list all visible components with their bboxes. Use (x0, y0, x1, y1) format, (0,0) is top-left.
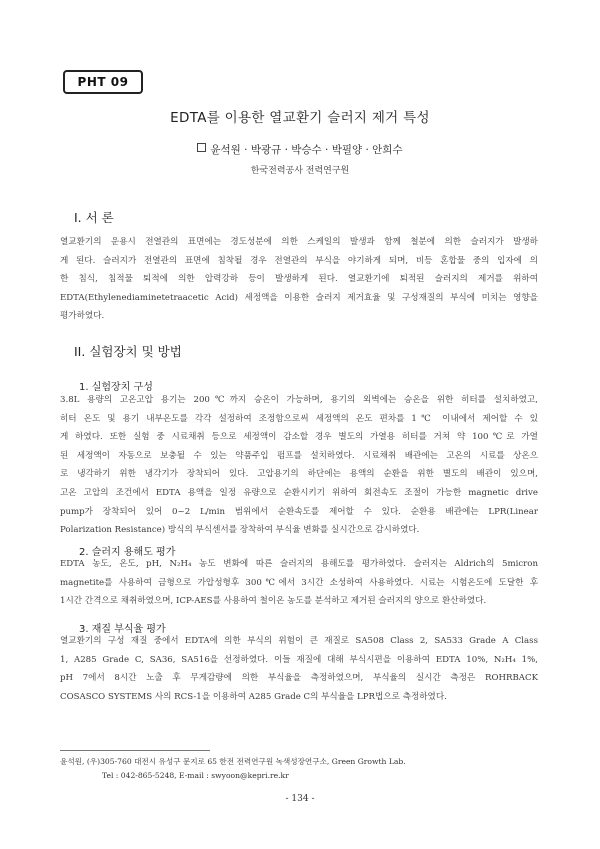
text-line: 로 냉각하기 위한 냉각기가 장착되어 있다. 고압용기의 하단에는 용액의 순환을 위한 별도의 배관이 있으며, (60, 469, 538, 480)
footnote-contact: Tel : 042-865-5248, E-mail : swyoon@kepri.re.kr (102, 771, 289, 780)
session-code: PHT 09 (77, 75, 129, 89)
text-line: 고온 고압의 조건에서 EDTA 용액을 일정 유량으로 순환시키기 위하여 회전속도 조절이 가능한 magnetic drive (60, 487, 538, 498)
apparatus-paragraph (60, 391, 538, 540)
solubility-paragraph (60, 555, 538, 611)
text-line: 열교환기의 구성 재질 중에서 EDTA에 의한 부식의 위험이 큰 재질로 SA508 Class 2, SA533 Grade A Class (60, 636, 538, 646)
text-line: 게 된다. 슬러지가 전열관의 표면에 침착될 경우 전열관의 부식을 야기하게 되며, 비등 혼합물 중의 입자에 의 (60, 255, 538, 266)
affiliation: 한국전력공사 전력연구원 (250, 166, 350, 176)
text-line: 히터 온도 및 용기 내부온도를 각각 설정하여 조정함으로써 세정액의 온도 편차를 1℃ 이내에서 제어할 수 있 (60, 413, 538, 424)
text-line: 1시간 간격으로 채취하였으며, ICP-AES를 사용하여 철이온 농도를 분석하고 제거된 슬러지의 양으로 환산하였다. (60, 596, 487, 607)
text-line: 게 하였다. 또한 실험 중 시료채취 등으로 세정액이 감소할 경우 별도의 가열용 히터를 거쳐 약 100℃로 가열 (60, 432, 538, 443)
author-line (0, 142, 600, 157)
text-line: 1, A285 Grade C, SA36, SA516을 선정하였다. 이들 재질에 대해 부식시편을 이용하여 EDTA 10%, N₂H₄ 1%, (60, 654, 538, 665)
text-line: 열교환기의 운용시 전열관의 표면에는 경도성분에 의한 스케일의 발생과 함께 철분에 의한 슬러지가 발생하 (60, 237, 538, 247)
text-line: COSASCO SYSTEMS 사의 RCS-1을 이용하여 A285 Grade C의 부식율을 LPR법으로 측정하였다. (60, 691, 447, 702)
text-line: 평가하였다. (60, 311, 105, 322)
corrosion-paragraph (60, 632, 538, 706)
paper-title: EDTA를 이용한 열교환기 슬러지 제거 특성 (170, 110, 430, 126)
session-code-box (63, 70, 143, 94)
intro-paragraph (60, 233, 538, 326)
text-line: pH 7에서 8시간 노출 후 무게감량에 의한 부식율을 측정하였으며, 부식율의 실시간 측정은 ROHRBACK (60, 673, 538, 684)
subsection-heading-solubility: 2. 슬러지 용해도 평가 (79, 547, 176, 558)
text-line: EDTA(Ethylenediaminetetraacetic Acid) 세정액을 이용한 슬러지 제거효율 및 구성재질의 부식에 미치는 영향을 (60, 292, 538, 303)
subsection-heading-corrosion: 3. 재질 부식율 평가 (79, 624, 166, 635)
footnote-divider (60, 750, 210, 751)
text-line: pump가 장착되어 있어 0~2 L/min 범위에서 순환속도를 제어할 수 있다. 순환용 배관에는 LPR(Linear (60, 506, 538, 517)
section-heading-methods: II. 실험장치 및 방법 (74, 344, 182, 359)
page-number: - 134 - (285, 794, 315, 804)
text-line: EDTA 농도, 온도, pH, N₂H₄ 농도 변화에 따른 슬러지의 용해도를 평가하였다. 슬러지는 Aldrich의 5micron (60, 559, 538, 569)
subsection-heading-apparatus: 1. 실험장치 구성 (79, 382, 153, 393)
author-names: 윤석원 · 박광규 · 박승수 · 박필양 · 안희수 (210, 144, 403, 156)
text-line: magnetite를 사용하여 금형으로 가압성형후 300℃에서 3시간 소성하여 사용하였다. 시료는 시험온도에 도달한 후 (60, 577, 538, 588)
text-line: 한 침식, 침적물 퇴적에 의한 압력강하 등이 발생하게 된다. 열교환기에 퇴적된 슬러지의 제거를 위하여 (60, 274, 538, 285)
text-line: Polarization Resistance) 방식의 부식센서를 장착하여 부식율 변화를 실시간으로 감시하였다. (60, 525, 420, 536)
square-bullet-icon (197, 143, 206, 152)
text-line: 3.8L 용량의 고온고압 용기는 200℃까지 승온이 가능하며, 용기의 외벽에는 승온을 위한 히터를 설치하였고, (60, 395, 538, 405)
footnote-address: 윤석원, (우)305-760 대전시 유성구 문지로 65 한전 전력연구원 녹색성장연구소, Green Growth Lab. (60, 757, 406, 766)
text-line: 된 세정액이 자동으로 보충될 수 있는 약품주입 펌프를 설치하였다. 시료채취 배관에는 고온의 시료를 상온으 (60, 450, 538, 461)
section-heading-intro: I. 서 론 (74, 210, 114, 225)
